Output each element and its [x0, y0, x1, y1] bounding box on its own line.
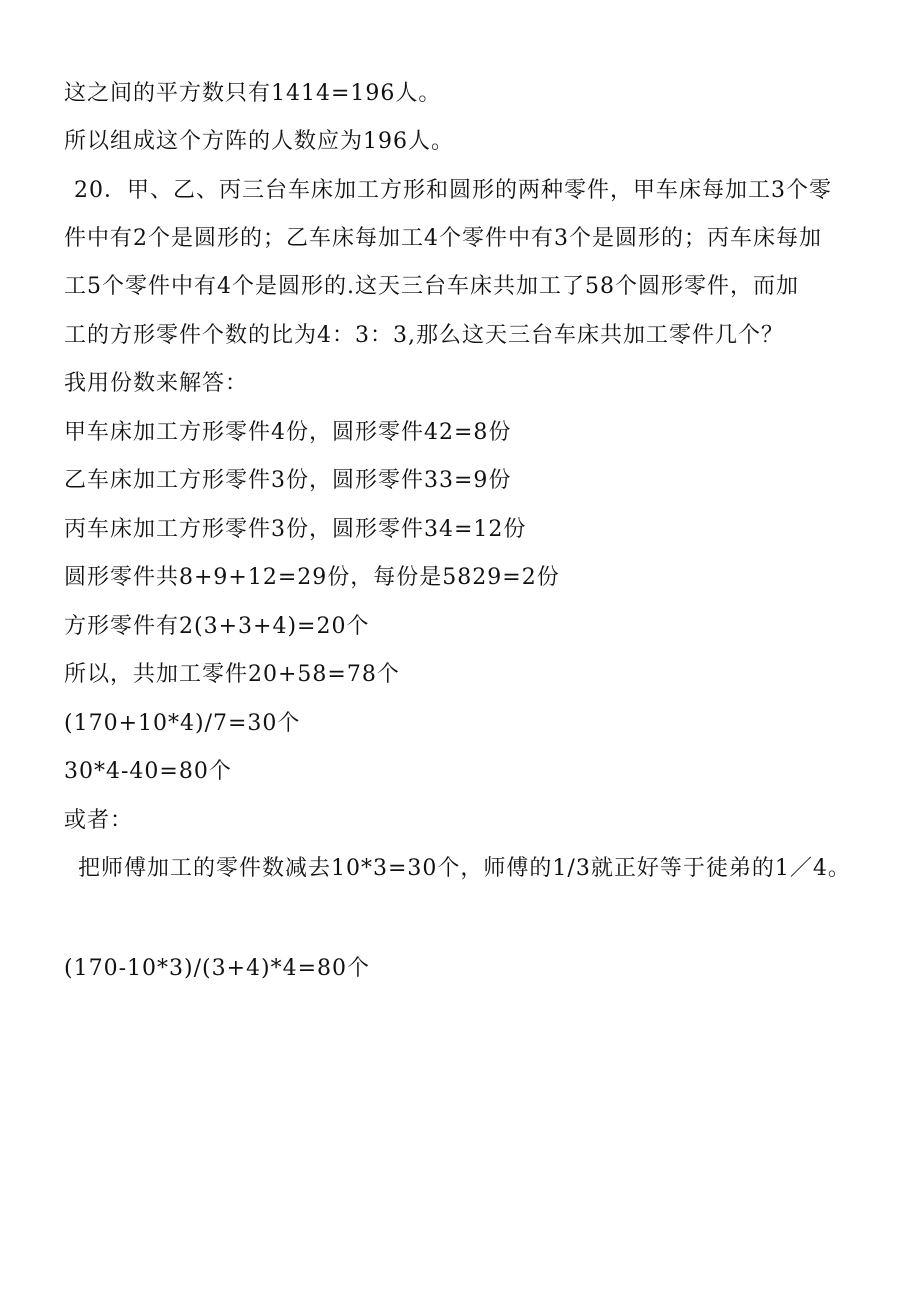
- text-line: 乙车床加工方形零件3份，圆形零件33=9份: [64, 468, 512, 493]
- text-line: 圆形零件共8+9+12=29份，每份是5829=2份: [64, 565, 560, 590]
- text-line: 我用份数来解答：: [64, 371, 249, 396]
- text-line: 所以，共加工零件20+58=78个: [64, 662, 400, 687]
- text-line: 件中有2个是圆形的；乙车床每加工4个零件中有3个是圆形的；丙车床每加: [64, 226, 822, 251]
- text-line: 所以组成这个方阵的人数应为196人。: [64, 129, 454, 154]
- text-line: 把师傅加工的零件数减去10*3=30个，师傅的1/3就正好等于徒弟的1／4。: [78, 856, 851, 881]
- text-line: 30*4-40=80个: [64, 759, 232, 784]
- text-line: 工5个零件中有4个是圆形的.这天三台车床共加工了58个圆形零件，而加: [64, 274, 799, 299]
- text-line: 丙车床加工方形零件3份，圆形零件34=12份: [64, 517, 527, 542]
- text-line: 这之间的平方数只有1414=196人。: [64, 81, 442, 106]
- problem-title: 20．甲、乙、丙三台车床加工方形和圆形的两种零件，甲车床每加工3个零: [74, 178, 832, 203]
- text-line: (170+10*4)/7=30个: [64, 711, 301, 736]
- text-line: 或者：: [64, 808, 134, 833]
- text-line: (170-10*3)/(3+4)*4=80个: [64, 956, 371, 981]
- text-line: 甲车床加工方形零件4份，圆形零件42=8份: [64, 420, 512, 445]
- text-line: 工的方形零件个数的比为4：3：3,那么这天三台车床共加工零件几个？: [64, 323, 784, 348]
- text-line: 方形零件有2(3+3+4)=20个: [64, 614, 370, 639]
